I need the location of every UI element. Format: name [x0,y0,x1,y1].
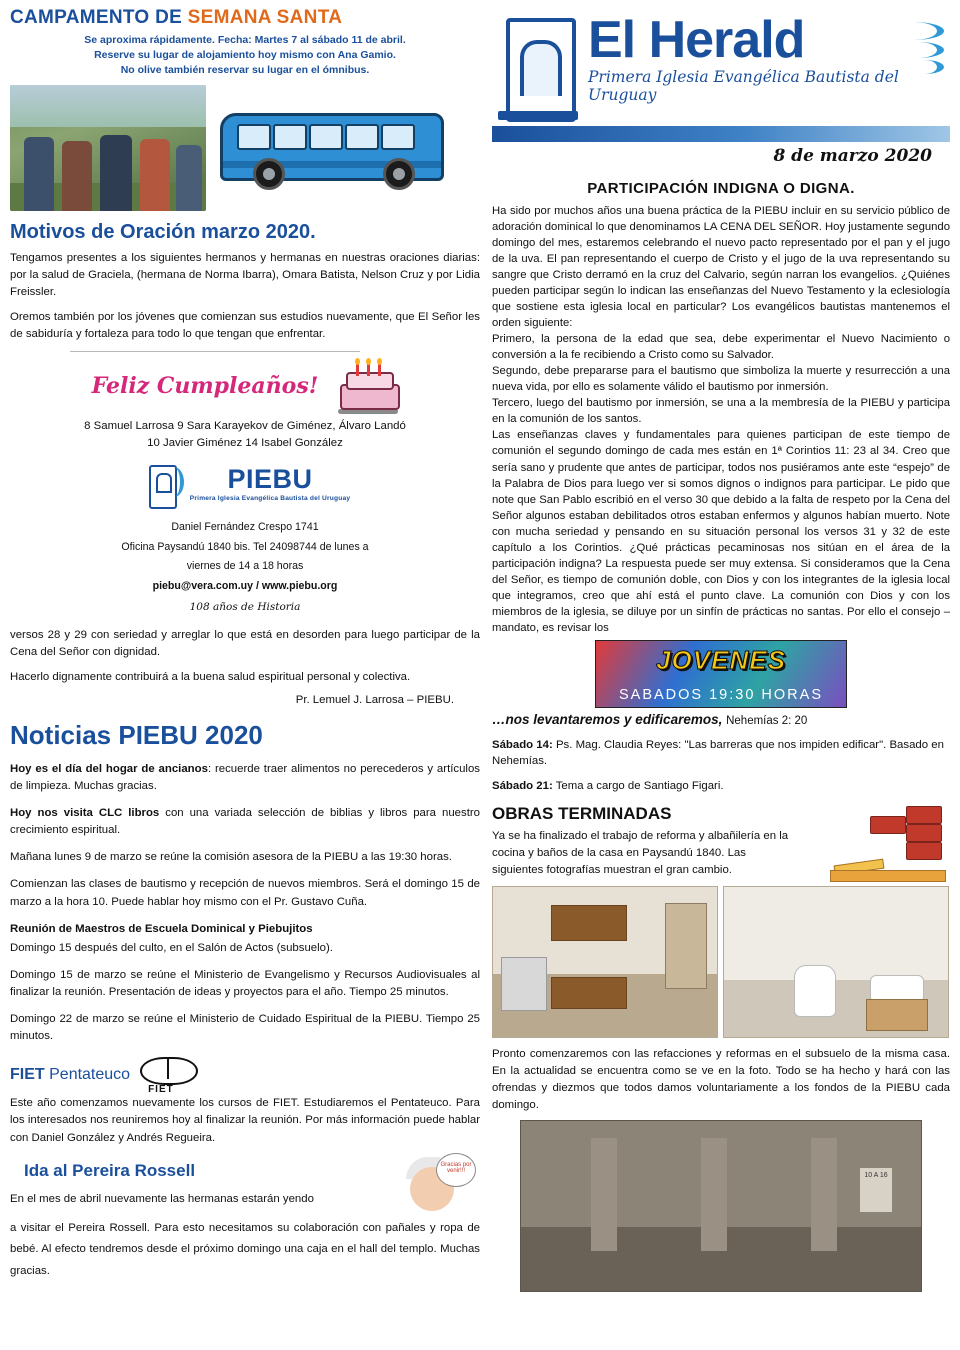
fiet-header [10,1055,480,1095]
cake-icon [338,358,398,414]
piebu-wordmark [189,463,351,503]
camp-images [10,85,480,211]
basement-sign-text: 10 A 16 [859,1167,893,1213]
fiet-heading [10,1066,130,1084]
youth-saturday-14-text: Ps. Mag. Claudia Reyes: "Las barreras que nos impiden edificar". Basado en Nehemías. [492,738,944,768]
article-continuation [10,627,480,706]
youth-banner-word: JOVENES [656,644,786,675]
baby-photo [392,1153,476,1231]
piebu-address-1: Daniel Fernández Crespo 1741 [171,521,319,534]
article-cont-2: Hacerlo dignamente contribuirá a la buena salud espiritual personal y colectiva. [10,670,411,683]
pereira-paragraph-1: En el mes de abril nuevamente las hermanas estarán yendo [10,1192,314,1205]
works-section [492,804,950,878]
youth-saturday-14-label: Sábado 14: [492,738,553,751]
piebu-address-2: Oficina Paysandú 1840 bis. Tel 24098744 de lunes a [121,540,369,553]
news-item-8 [10,1011,480,1045]
masthead [492,8,950,166]
piebu-word-sub: Primera Iglesia Evangélica Bautista del Uruguay [189,494,351,502]
news-item-1-text: : recuerde traer alimentos no perecederos y artículos de limpieza. Muchas gracias. [10,762,480,792]
piebu-contact-lines [10,518,480,596]
issue-date: 8 de marzo 2020 [773,146,932,166]
works-heading: OBRAS TERMINADAS [492,804,672,824]
pereira-heading: Ida al Pereira Rossell [24,1160,196,1180]
fiet-heading-bold: FIET [10,1066,45,1084]
prayer-paragraph-2: Oremos también por los jóvenes que comienzan sus estudios nuevamente, que El Señor les de sabiduría y fortaleza para todo lo que tengan que enfrentar. [10,310,480,340]
works-paragraph-1: Ya se ha finalizado el trabajo de reforma y albañilería en la cocina y baños de la casa en Paysandú 1840. Las siguientes fotografías muestran el gran cambio. [492,830,789,876]
piebu-contact-card [10,461,480,612]
youth-group-photo [10,85,206,211]
article-paragraph-5: Las enseñanzas claves y fundamentales para quienes participan de este tiempo de comunión el segundo domingo de cada mes están en 1ª Corintios 11: 23 al 34. Creo que sería sano y prudente que antes de participar, todos nos pusiéramos ante este “espejo” de la Palabra de Dios para luego ver si somos dignos o indignos para participar. Le pido que note que San Pablo escribió en el verso 30 que debido a la falta de respeto por la Cena del Señor algunos estaban debilitados otros estaban enfermos y algunos habían muerto. Note con mucha seriedad y pensando en su situación personal los versos 31 y 32 de este capítulo a los Corintios. ¿Qué prácticas pecaminosas nos sitúan en el área de la participación indigna? La respuesta puede ser muy extensa. Si consideramos que la Cena del Señor, es tiempo de comunión doble, con Dios y con los integrantes de la iglesia local que integramos, creo que ahí está el punto clave. La comunión con Dios y con los miembros de la iglesia, se diluye por un sinfín de prácticas no santas. Por ello el consejo – mandato, es revisar los [492,429,950,634]
piebu-history: 108 años de Historia [189,600,301,613]
article-paragraph-4: Tercero, luego del bautismo por inmersión, se una a la membresía de la PIEBU y participa en la comunión de los santos. [492,397,950,426]
youth-saturday-21-label: Sábado 21: [492,779,553,792]
article-signature: Pr. Lemuel J. Larrosa – PIEBU. [295,693,454,706]
news-item-2-text: con una variada selección de biblias y libros para nuestro crecimiento espiritual. [10,807,480,837]
camp-line-1: Se aproxima rápidamente. Fecha: Martes 7 al sábado 11 de abril. [84,33,406,46]
youth-banner-hours: SABADOS 19:30 HORAS [618,686,823,703]
fiet-heading-rest: Pentateuco [44,1066,131,1084]
youth-verse [492,712,950,727]
birthday-names-line-1: 8 Samuel Larrosa 9 Sara Karayekov de Giménez, Álvaro Landó [84,420,406,433]
youth-saturday-21-text: Tema a cargo de Santiago Figari. [552,779,724,792]
piebu-logo [140,461,350,507]
article-paragraph-2: Primero, la persona de la edad que sea, debe experimentar el Nuevo Nacimiento o conversión a la fe recibiendo a Cristo como su Salvador. [492,333,950,362]
basement-photo [520,1120,922,1292]
news-item-7 [10,967,480,1001]
prayer-heading: Motivos de Oración marzo 2020. [10,220,316,243]
youth-saturday-21 [492,778,950,795]
news-item-3 [10,849,480,866]
youth-banner [595,640,847,708]
left-column [10,8,480,1293]
news-item-4-text: Comienzan las clases de bautismo y recepción de nuevos miembros. Será el domingo 15 de marzo a la hora 10. Puede hablar hoy mismo con el Pr. Gustavo Cuña. [10,878,480,908]
news-item-5-bold: Reunión de Maestros de Escuela Dominical y Piebujitos [10,922,313,935]
youth-saturday-14 [492,737,950,770]
bus-illustration [212,85,448,211]
right-column [492,8,950,1292]
birthday-header [10,358,480,414]
article-paragraph-1: Ha sido por muchos años una buena práctica de la PIEBU incluir en su servicio público de adoración dominical lo que denominamos LA CENA DEL SEÑOR. Hoy justamente segundo domingo del mes, estaremos celebrando el nuevo pacto representado por el pan y el jugo de la uva. El pan representando el cuerpo de Cristo y el jugo de la uva representando su sangre que Cristo derramó en la cruz del Calvario, según narran los evangelios. ¿Quiénes pueden participar según lo indican las enseñanzas del Nuevo Testamento y la eclesiología que sostiene esta iglesia local en particular? Los evangélicos bautistas mantenemos el orden siguiente: [492,205,950,330]
youth-verse-text: …nos levantaremos y edificaremos, [492,711,723,727]
piebu-hours: viernes de 14 a 18 horas [186,560,304,573]
camp-title-part1: CAMPAMENTO DE [10,7,188,28]
piebu-contact[interactable]: piebu@vera.com.uy / www.piebu.org [152,579,338,592]
camp-title-part2: SEMANA SANTA [187,7,343,28]
baby-bubble-text: Gracias por venir!!! [436,1153,476,1187]
news-item-2 [10,805,480,839]
masthead-tagline: Primera Iglesia Evangélica Bautista del Uruguay [588,68,899,104]
birthday-names-line-2: 10 Javier Giménez 14 Isabel González [147,436,343,449]
article-cont-1: versos 28 y 29 con seriedad y arreglar lo que está en desorden para luego participar de la Cena del Señor con dignidad. [10,628,480,658]
news-item-2-bold: Hoy nos visita CLC libros [10,807,160,820]
camp-subtitle [10,33,480,79]
fiet-text: Este año comenzamos nuevamente los cursos de FIET. Estudiaremos el Pentateuco. Para los interesados nos reuniremos hoy al finalizar la reunión. Por más información puede hablar con Daniel González y Andrés Regueira. [10,1097,480,1144]
news-item-6-text: Domingo 15 después del culto, en el Salón de Actos (subsuelo). [10,941,333,954]
divider [70,351,360,352]
fiet-logo-label: FIET [148,1084,174,1096]
masthead-rule [492,126,950,142]
prayer-paragraph-1: Tengamos presentes a los siguientes hermanos y hermanas en nuestras oraciones diarias: por la salud de Graciela, (hermana de Norma Ibarra), Omara Batista, Nelson Cruz y por Lidia Freissler. [10,251,480,298]
news-item-7-text: Domingo 15 de marzo se reúne el Ministerio de Evangelismo y Recursos Audiovisuales al finalizar la reunión. Presentación de ideas y proyectos para el año. Tiempo 25 minutos. [10,968,480,998]
news-item-8-text: Domingo 22 de marzo se reúne el Ministerio de Cuidado Espiritual de la PIEBU. Tiempo 25 minutos. [10,1013,480,1043]
news-item-1 [10,761,480,795]
birthday-title: Feliz Cumpleaños! [91,373,319,400]
news-item-1-bold: Hoy es el día del hogar de ancianos [10,762,208,775]
birthday-names [10,418,480,451]
camp-line-3: No olive también reservar su lugar en el ómnibus. [120,64,370,77]
fiet-book-icon [140,1055,194,1095]
youth-verse-ref: Nehemías 2: 20 [726,714,808,727]
article-title: PARTICIPACIÓN INDIGNA O DIGNA. [587,180,855,197]
piebu-tower-icon [140,461,182,507]
camp-line-2: Reserve su lugar de alojamiento hoy mismo con Ana Gamio. [94,49,396,62]
news-heading: Noticias PIEBU 2020 [10,719,263,750]
news-item-3-text: Mañana lunes 9 de marzo se reúne la comisión asesora de la PIEBU a las 19:30 horas. [10,851,452,864]
church-logo-icon [492,12,588,120]
works-photos [492,886,950,1038]
news-item-6 [10,940,480,957]
works-paragraph-2: Pronto comenzaremos con las refacciones y reformas en el subsuelo de la misma casa. En la actualidad se encuentra como se ve en la foto. Todo se ha hecho y hará con las ofrendas y diezmos que todos damos voluntariamente a los fondos de la PIEBU cada domingo. [492,1048,950,1112]
news-item-5 [10,921,480,938]
masthead-name: El Herald [588,11,805,69]
pereira-paragraph-2: a visitar el Pereira Rossell. Para esto necesitamos su colaboración con pañales y ropa de bebé. Al efecto tendremos desde el próximo domingo una caja en el hall del templo. Muchas gracias. [10,1221,480,1278]
bricks-illustration [828,806,948,892]
article-paragraph-3: Segundo, debe prepararse para el bautismo que simboliza la muerte y resurrección a una nueva vida, por ello es solamente válido el bautismo por inmersión. [492,365,950,394]
pereira-section [10,1161,480,1283]
bathroom-photo [723,886,949,1038]
article-body [492,203,950,636]
piebu-word-text: PIEBU [227,463,313,494]
swoosh-icon [870,22,944,78]
kitchen-photo [492,886,718,1038]
camp-title [10,8,480,29]
news-item-4 [10,876,480,910]
